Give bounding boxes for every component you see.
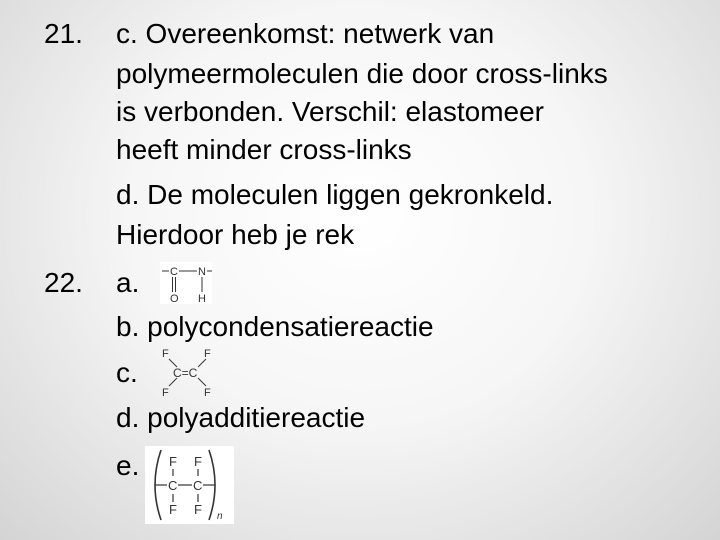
svg-text:C: C (170, 266, 178, 278)
question-number-21: 21. (44, 18, 83, 49)
svg-text:F: F (169, 454, 177, 469)
svg-text:F: F (204, 348, 211, 360)
answer-22c-label: c. (116, 357, 138, 388)
svg-text:F: F (204, 387, 211, 398)
answer-22a-label: a. (116, 267, 140, 298)
svg-text:N: N (198, 266, 206, 278)
answer-21d-line-1: d. De moleculen liggen gekronkeld. (116, 179, 554, 210)
svg-text:O: O (170, 293, 179, 304)
svg-text:F: F (194, 454, 202, 469)
answer-21d-line-2: Hierdoor heb je rek (116, 219, 355, 250)
answer-22e-label: e. (116, 450, 140, 481)
svg-text:C: C (193, 478, 203, 493)
question-number-22: 22. (44, 267, 83, 298)
answer-21c-line-4: heeft minder cross-links (116, 134, 412, 165)
svg-text:n: n (217, 511, 223, 522)
svg-text:H: H (198, 293, 206, 304)
svg-text:C: C (168, 478, 178, 493)
svg-text:F: F (162, 348, 169, 360)
answer-22d: d. polyadditiereactie (116, 402, 366, 433)
tetrafluoroethene-structure (158, 346, 218, 398)
ptfe-repeating-unit-structure (145, 446, 234, 524)
svg-text:F: F (169, 502, 177, 517)
answer-21c-line-3: is verbonden. Verschil: elastomeer (116, 96, 544, 127)
svg-text:F: F (162, 387, 169, 398)
answer-21c-line-1: c. Overeenkomst: netwerk van (116, 18, 495, 49)
answer-22b: b. polycondensatiereactie (116, 311, 434, 342)
amide-group-structure (160, 262, 212, 304)
answer-21c-line-2: polymeermoleculen die door cross-links (116, 58, 608, 89)
svg-text:C=C: C=C (173, 366, 198, 380)
svg-text:F: F (194, 502, 202, 517)
